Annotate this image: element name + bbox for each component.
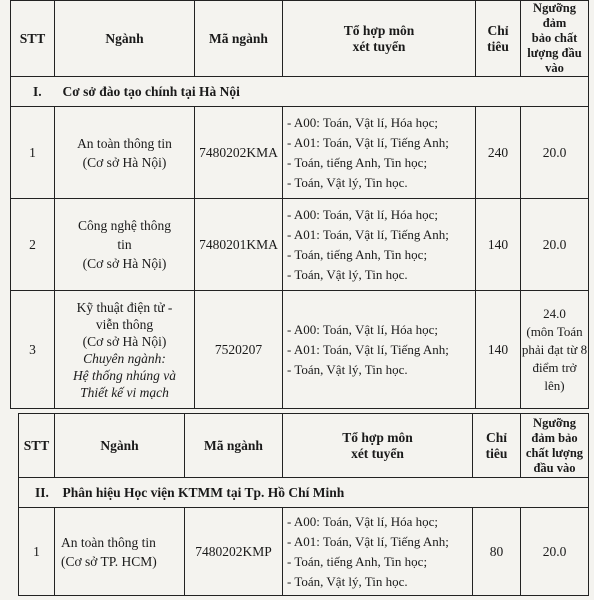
section-title: Cơ sở đào tạo chính tại Hà Nội xyxy=(55,77,589,107)
row-to-hop xyxy=(283,199,476,291)
header-nganh: Ngành xyxy=(55,414,185,478)
section-number: II. xyxy=(19,478,55,508)
nguong-line: phải đạt từ 8 xyxy=(521,341,588,357)
nganh-line: (Cơ sở TP. HCM) xyxy=(61,553,157,569)
header-to-hop-line2: xét tuyển xyxy=(351,445,404,461)
header-nguong-line: lượng đầu xyxy=(527,46,582,60)
section-row xyxy=(19,478,589,508)
header-nganh: Ngành xyxy=(55,1,195,77)
table-row xyxy=(11,291,589,409)
row-ma-nganh: 7520207 xyxy=(195,291,283,409)
header-chi-line2: tiêu xyxy=(485,445,508,461)
header-chi-tieu xyxy=(473,414,521,478)
row-stt: 2 xyxy=(11,199,55,291)
header-row xyxy=(19,414,589,478)
row-to-hop xyxy=(283,508,473,596)
combo-line: - A01: Toán, Vật lí, Tiếng Anh; xyxy=(287,226,449,242)
nganh-specialty-line: Hệ thống nhúng và xyxy=(72,367,177,383)
header-nguong-line: đầu vào xyxy=(533,460,576,475)
row-nguong: 20.0 xyxy=(521,508,589,596)
row-stt: 3 xyxy=(11,291,55,409)
combo-line: - A00: Toán, Vật lí, Hóa học; xyxy=(287,513,438,529)
table-row xyxy=(11,107,589,199)
row-chi-tieu: 140 xyxy=(476,199,521,291)
row-to-hop xyxy=(283,107,476,199)
row-chi-tieu: 80 xyxy=(473,508,521,596)
section-title: Phân hiệu Học viện KTMM tại Tp. Hồ Chí Minh xyxy=(55,478,589,508)
row-nguong: 20.0 xyxy=(521,107,589,199)
header-chi-tieu xyxy=(476,1,521,77)
header-row xyxy=(11,1,589,77)
header-nguong-line: bảo chất xyxy=(531,31,578,45)
header-stt: STT xyxy=(19,414,55,478)
section-row xyxy=(11,77,589,107)
row-to-hop xyxy=(283,291,476,409)
header-chi-line1: Chỉ xyxy=(485,429,507,445)
header-to-hop xyxy=(283,414,473,478)
nguong-line: 24.0 xyxy=(543,305,566,321)
nganh-line: (Cơ sở Hà Nội) xyxy=(82,154,167,170)
admission-table-hcm xyxy=(18,413,589,596)
nganh-specialty-line: Chuyên ngành: xyxy=(83,350,166,366)
nguong-line: điểm trở lên) xyxy=(532,359,577,393)
header-ma-nganh: Mã ngành xyxy=(185,414,283,478)
header-stt: STT xyxy=(11,1,55,77)
combo-line: - A00: Toán, Vật lí, Hóa học; xyxy=(287,114,438,130)
combo-line: - Toán, tiếng Anh, Tin học; xyxy=(287,154,428,170)
header-nguong xyxy=(521,1,589,77)
nganh-line: Công nghệ thông xyxy=(78,218,171,233)
header-to-hop-line1: Tổ hợp môn xyxy=(343,22,415,38)
header-to-hop-line1: Tổ hợp môn xyxy=(342,429,413,445)
row-chi-tieu: 240 xyxy=(476,107,521,199)
nganh-line: (Cơ sở Hà Nội) xyxy=(82,256,167,271)
row-nguong: 20.0 xyxy=(521,199,589,291)
combo-line: - Toán, Vật lý, Tin học. xyxy=(287,174,408,190)
combo-line: - Toán, Vật lý, Tin học. xyxy=(287,573,408,589)
row-ma-nganh: 7480201KMA xyxy=(195,199,283,291)
row-nganh xyxy=(55,199,195,291)
nguong-line: (môn Toán xyxy=(526,323,583,339)
row-stt: 1 xyxy=(19,508,55,596)
combo-line: - A01: Toán, Vật lí, Tiếng Anh; xyxy=(287,341,449,357)
table-row xyxy=(11,199,589,291)
header-nguong-line: Ngưỡng xyxy=(533,415,576,430)
header-nguong-line: chất lượng xyxy=(525,445,584,460)
combo-line: - Toán, tiếng Anh, Tin học; xyxy=(287,553,428,569)
row-ma-nganh: 7480202KMP xyxy=(185,508,283,596)
nganh-line: (Cơ sở Hà Nội) xyxy=(82,333,167,349)
nganh-line: tin xyxy=(117,237,132,252)
header-nguong-line: vào xyxy=(545,61,564,75)
row-ma-nganh: 7480202KMA xyxy=(195,107,283,199)
header-chi-line1: Chỉ xyxy=(487,22,509,38)
row-stt: 1 xyxy=(11,107,55,199)
combo-line: - Toán, tiếng Anh, Tin học; xyxy=(287,246,428,262)
combo-line: - A01: Toán, Vật lí, Tiếng Anh; xyxy=(287,533,449,549)
combo-line: - Toán, Vật lý, Tin học. xyxy=(287,361,408,377)
header-ma-nganh: Mã ngành xyxy=(195,1,283,77)
header-to-hop-line2: xét tuyển xyxy=(352,38,406,54)
nganh-specialty-line: Thiết kế vi mạch xyxy=(80,384,169,400)
combo-line: - Toán, Vật lý, Tin học. xyxy=(287,266,408,282)
nganh-line: viễn thông xyxy=(95,316,154,332)
admission-table-hanoi xyxy=(10,0,589,409)
header-nguong xyxy=(521,414,589,478)
nganh-line: Kỹ thuật điện tử - xyxy=(76,299,173,315)
header-chi-line2: tiêu xyxy=(487,38,509,54)
header-nguong-line: Ngưỡng đảm xyxy=(533,1,576,30)
combo-line: - A01: Toán, Vật lí, Tiếng Anh; xyxy=(287,134,449,150)
header-nguong-line: đảm bảo xyxy=(531,430,578,445)
row-nganh xyxy=(55,508,185,596)
table-row xyxy=(19,508,589,596)
row-chi-tieu: 140 xyxy=(476,291,521,409)
header-to-hop xyxy=(283,1,476,77)
combo-line: - A00: Toán, Vật lí, Hóa học; xyxy=(287,321,438,337)
row-nganh xyxy=(55,291,195,409)
row-nguong xyxy=(521,291,589,409)
nganh-line: An toàn thông tin xyxy=(77,135,172,151)
nganh-line: An toàn thông tin xyxy=(61,534,156,550)
combo-line: - A00: Toán, Vật lí, Hóa học; xyxy=(287,206,438,222)
row-nganh xyxy=(55,107,195,199)
section-number: I. xyxy=(11,77,55,107)
